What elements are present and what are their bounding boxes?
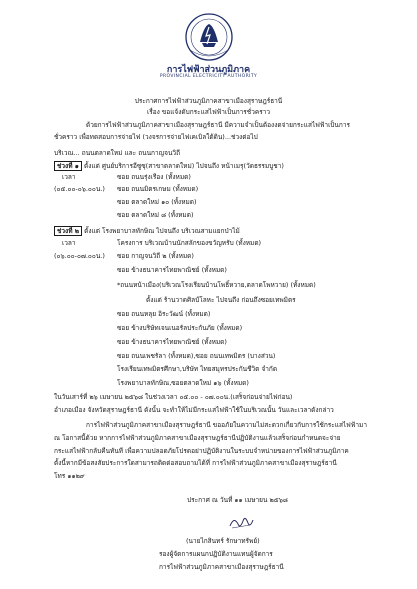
org-name-english: PROVINCIAL ELECTRICITY AUTHORITY	[159, 74, 258, 79]
period-2-label: ช่วงที่ ๒	[54, 226, 82, 236]
apology-line-1: การไฟฟ้าส่วนภูมิภาคสาขาเมืองสุราษฎร์ธานี ขออภัยในความไม่สะดวกเกี่ยวกับการใช้กระแสไฟฟ้ามา	[86, 421, 367, 429]
period-1-area-3: ซอย ตลาดใหม่ ๑๐ (ทั้งหมด)	[117, 198, 197, 206]
period-2-area-10: โรงเรียนเทพมิตรศึกษา,บริษัท ไทยสมุทรประกันชีวิต จำกัด	[117, 365, 278, 373]
intro-line-2: ชั่วคราว เพื่อทดสอบการจ่ายไฟ (วงจรการจ่ายไฟเคเบิลใต้ดิน)...ช่วงต่อไป	[54, 133, 258, 141]
org-name-thai: การไฟฟ้าส่วนภูมิภาค	[166, 65, 251, 75]
period-1-time: (๐๕.๐๐-๐๖.๐๐น.)	[54, 185, 105, 193]
announcement-title: ประกาศการไฟฟ้าส่วนภูมิภาคสาขาเมืองสุราษฎร์ธานี	[134, 97, 283, 105]
area-line: บริเวณ... ถนนตลาดใหม่ และ ถนนกาญจนวิถี	[54, 149, 181, 157]
period-2-area-9: ซอย ถนนเพชรัลา (ทั้งหมด),ซอย ถนนเทพมิตร (บางส่วน)	[117, 352, 276, 360]
period-2-time: (๐๖.๐๐-๐๗.๐๐น.)	[54, 252, 105, 260]
period-1-time-prefix: เวลา	[62, 173, 76, 181]
announcement-date: ประกาศ ณ วันที่ ๑๑ เมษายน ๒๕๖๘	[187, 496, 288, 504]
period-2-area-8: ซอย ข้างธนาคารไทยพาณิชย์ (ทั้งหมด)	[117, 338, 227, 346]
period-2-area-2: ซอย กาญจนวิถี ๒ (ทั้งหมด)	[117, 252, 194, 260]
announcement-subject: เรื่อง ขอแจ้งดับกระแสไฟฟ้าเป็นการชั่วคราว	[147, 108, 270, 116]
period-2-time-prefix: เวลา	[62, 239, 76, 247]
period-2-area-11: โรงพยาบาลทักษิณ,ซอยตลาดใหม่ ๑๖ (ทั้งหมด)	[117, 379, 249, 387]
period-2-area-4: *ถนนหน้าเมือง(บริเวณโรงเรียนบ้านโพธิ์หวาย,ตลาดโพหวาย) (ทั้งหมด)	[117, 281, 316, 289]
apology-line-2: ณ โอกาสนี้ด้วย หากการไฟฟ้าส่วนภูมิภาคสาขาเมืองสุราษฎร์ธานีปฏิบัติงานแล้วเสร็จก่อนกำหนดจะจ่าย	[54, 434, 341, 442]
period-1-area-2: ซอย ถนนมิตรเกษม (ทั้งหมด)	[117, 185, 199, 193]
signer-organization: การไฟฟ้าส่วนภูมิภาคสาขาเมืองสุราษฎร์ธานี	[159, 563, 284, 571]
apology-line-5: โทร ๑๑๒๙	[54, 472, 85, 480]
period-1-main: ตั้งแต่ ศูนย์บริการอีซูซุ(สาขาตลาดใหม่) ไปจนถึง หน้าเมรุ(วัดธรรมบูชา)	[84, 162, 284, 170]
period-1-label: ช่วงที่ ๑	[54, 161, 82, 171]
period-2-main: ตั้งแต่ โรงพยาบาลทักษิณ ไปจนถึง บริเวณสามแยกป่าไม้	[84, 227, 240, 235]
schedule-line-2: อำเภอเมือง จังหวัดสุราษฎร์ธานี ดังนั้น จะทำให้ไม่มีกระแสไฟฟ้าใช้ในบริเวณนั้น วันและเวลาดังกล่าว	[54, 406, 334, 414]
period-1-area-4: ซอย ตลาดใหม่ ๘ (ทั้งหมด)	[117, 211, 194, 219]
pea-emblem-logo	[182, 12, 236, 62]
handwritten-signature	[226, 512, 256, 532]
period-2-area-6: ซอย ถนนหลุย อิระวัฒน์ (ทั้งหมด)	[117, 310, 211, 318]
apology-line-4: ตั้งนี้หากมีข้อสงสัยประการใดสามารถติดต่อสอบถามได้ที่ การไฟฟ้าส่วนภูมิภาคสาขาเมืองสุราษฎร์ธานี	[54, 459, 337, 467]
intro-line-1: ด้วยการไฟฟ้าส่วนภูมิภาคสาขาเมืองสุราษฎร์ธานี มีความจำเป็นต้องงดจ่ายกระแสไฟฟ้าเป็นการ	[86, 121, 350, 129]
period-1-row	[54, 161, 284, 171]
schedule-line-1: ในวันเสาร์ที่ ๒๖ เมษายน ๒๕๖๘ ในช่วงเวลา ๐๕.๐๐ - ๐๗.๐๐น.(เสร็จก่อนจ่ายไฟก่อน)	[54, 393, 293, 401]
signer-name: (นายไกสินทร์ รักษาทรัพย์)	[186, 537, 260, 545]
apology-line-3: กระแสไฟฟ้ากลับคืนทันที เพื่อความปลอดภัยโปรดอย่าปฏิบัติงานในระบบจำหน่ายของการไฟฟ้าส่วนภูมิภาค	[54, 447, 349, 455]
period-2-area-1: โครงการ บริเวณบ้านนักสลักของขวัญหรับ (ทั้งหมด)	[117, 239, 262, 247]
period-1-area-1: ซอย ถนนรุ่งเรือง (ทั้งหมด)	[117, 173, 191, 181]
period-2-area-7: ซอย ข้างบริษัทเจนเนอรัลประกันภัย (ทั้งหมด)	[117, 324, 243, 332]
period-2-area-3: ซอย ข้างธนาคารไทยพาณิชย์ (ทั้งหมด)	[117, 266, 227, 274]
period-2-row	[54, 226, 240, 236]
period-2-area-5: ตั้งแต่ ร้านวาดศิลป์โลหะ ไปจนถึง ก่อนถึงซอยเทพมิตร	[146, 296, 296, 304]
signer-position: รองผู้จัดการแผนกปฏิบัติงานแทนผู้จัดการ	[159, 550, 273, 558]
